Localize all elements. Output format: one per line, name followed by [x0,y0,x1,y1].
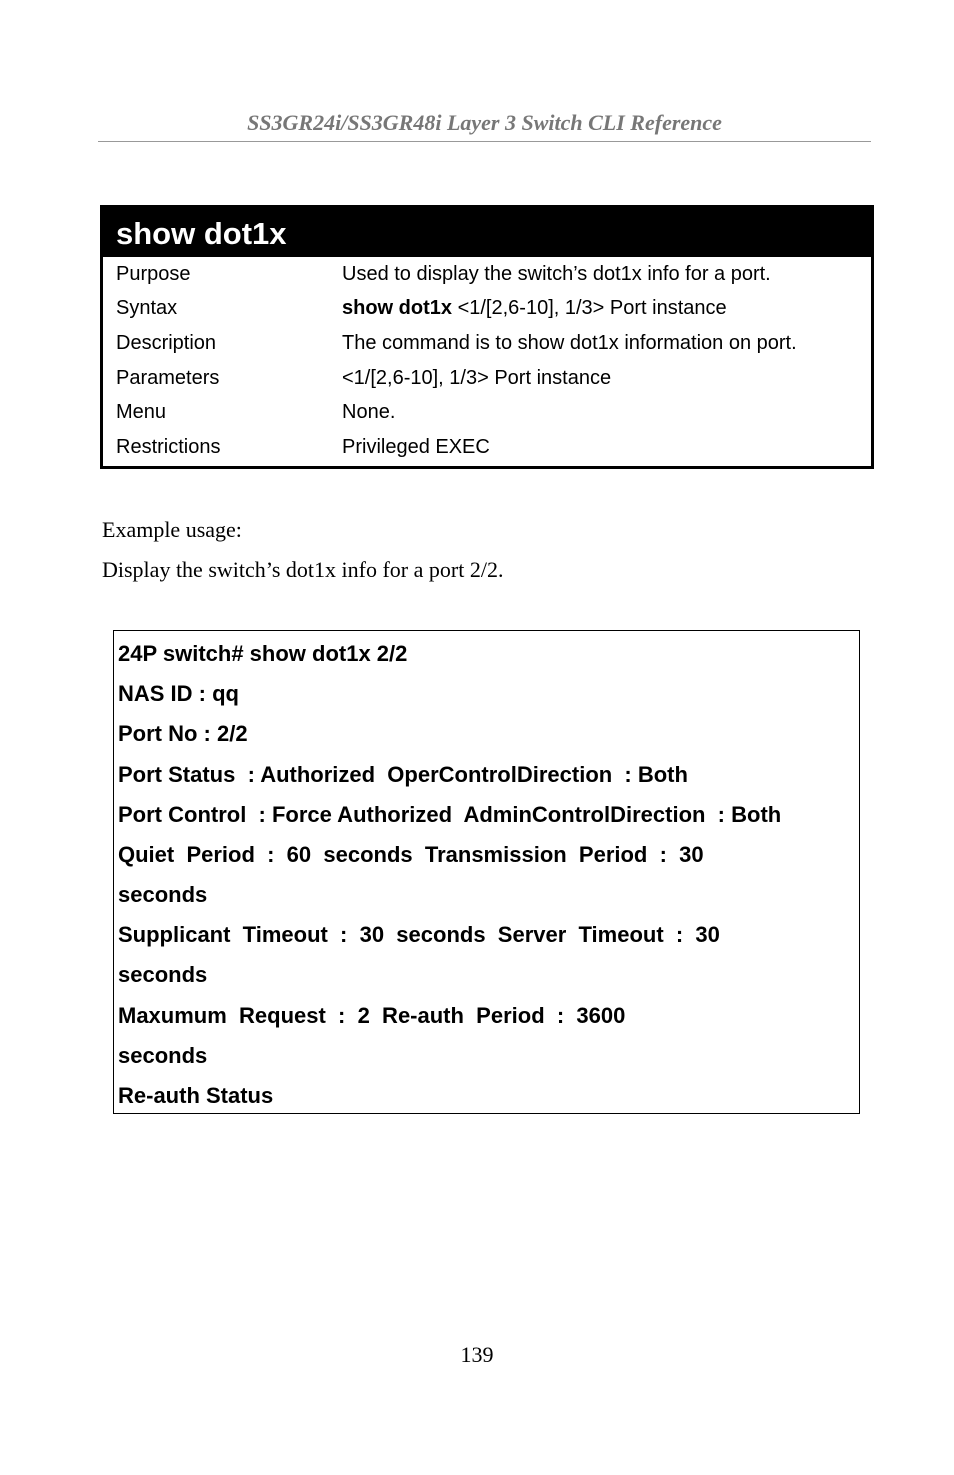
row-purpose [103,257,871,292]
row-value: <1/[2,6-10], 1/3> Port instance [342,366,612,389]
row-value: Privileged EXEC [342,435,490,458]
row-menu [103,395,871,430]
command-title: show dot1x [103,208,871,257]
code-line: seconds [118,962,208,987]
row-label: Purpose [116,262,191,285]
header-title: SS3GR24i/SS3GR48i Layer 3 Switch CLI Reference [247,110,722,135]
row-label: Restrictions [116,435,221,458]
row-label: Syntax [116,297,178,320]
row-value: Used to display the switch’s dot1x info for a port. [342,262,771,285]
code-line: Supplicant Timeout : 30 seconds Server Timeout : 30 [118,922,720,947]
code-line: 24P switch# show dot1x 2/2 [118,641,408,666]
row-value: The command is to show dot1x information on port. [342,331,797,354]
row-value [342,297,871,320]
code-line: Quiet Period : 60 seconds Transmission Period : 30 [118,842,704,867]
example-description: Display the switch’s dot1x info for a port 2/2. [102,557,504,582]
row-label: Parameters [116,366,220,389]
syntax-params: <1/[2,6-10], 1/3> Port instance [452,297,727,320]
code-line: Re-auth Status [118,1083,274,1108]
page-number: 139 [460,1342,494,1367]
code-line: NAS ID : qq [118,681,239,706]
code-line: Maxumum Request : 2 Re-auth Period : 3600 [118,1003,626,1028]
code-line: Port No : 2/2 [118,721,248,746]
row-syntax [103,292,871,327]
row-restrictions [103,430,871,465]
example-label: Example usage: [102,517,242,542]
cli-output-box [113,630,860,1114]
page-header [98,108,871,142]
code-line: seconds [118,882,208,907]
row-description [103,326,871,361]
row-label: Description [116,331,217,354]
code-line: Port Status : Authorized OperControlDirection : Both [118,762,688,787]
row-value: None. [342,401,396,424]
row-label: Menu [116,401,167,424]
syntax-command: show dot1x [342,297,453,320]
code-line: seconds [118,1043,208,1068]
row-parameters [103,361,871,396]
code-line: Port Control : Force Authorized AdminControlDirection : Both [118,802,782,827]
command-reference-table [100,205,874,469]
